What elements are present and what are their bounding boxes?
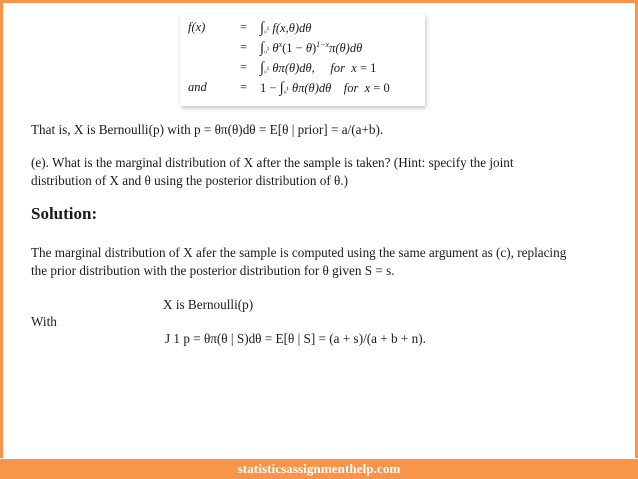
- formula-rhs: ∫₀¹ f(x,θ)dθ: [260, 20, 312, 36]
- question-e-line2: distribution of X and θ using the posterior distribution of θ.): [31, 173, 349, 188]
- bernoulli-statement: X is Bernoulli(p): [163, 297, 254, 312]
- formula-rhs: ∫₀¹ θπ(θ)dθ, for x = 1: [260, 60, 377, 76]
- formula-rhs: 1 − ∫₀¹ θπ(θ)dθ for x = 0: [260, 80, 390, 96]
- footer-site-link[interactable]: statisticsassignmenthelp.com: [237, 461, 401, 476]
- formula-rhs: ∫₀¹ $\theta^x(1 - \theta)^{1-x}\pi(\theta)d\theta$: [260, 40, 363, 56]
- formula-lhs: f(x): [188, 20, 206, 34]
- formula-eq: =: [240, 40, 248, 54]
- formula-eq: =: [240, 80, 248, 94]
- with-label: With: [31, 314, 57, 329]
- formula-eq: =: [240, 20, 248, 34]
- footer-bar: [0, 459, 638, 479]
- question-e-line1: (e). What is the marginal distribution of X after the sample is taken? (Hint: specify the joint: [31, 155, 514, 170]
- formula-eq: =: [240, 60, 248, 74]
- posterior-p-formula: J 1 p = θπ(θ | S)dθ = E[θ | S] = (a + s)/(a + b + n).: [165, 331, 426, 346]
- formula-image: [180, 14, 425, 106]
- solution-heading: Solution:: [31, 204, 98, 223]
- solution-line2: the prior distribution with the posterior distribution for θ given S = s.: [31, 263, 395, 278]
- bernoulli-prior-text: That is, X is Bernoulli(p) with p = θπ(θ)dθ = E[θ | prior] = a/(a+b).: [31, 122, 384, 137]
- solution-line1: The marginal distribution of X afer the sample is computed using the same argument as (c), replacing: [31, 245, 567, 260]
- formula-lhs: and: [188, 80, 207, 94]
